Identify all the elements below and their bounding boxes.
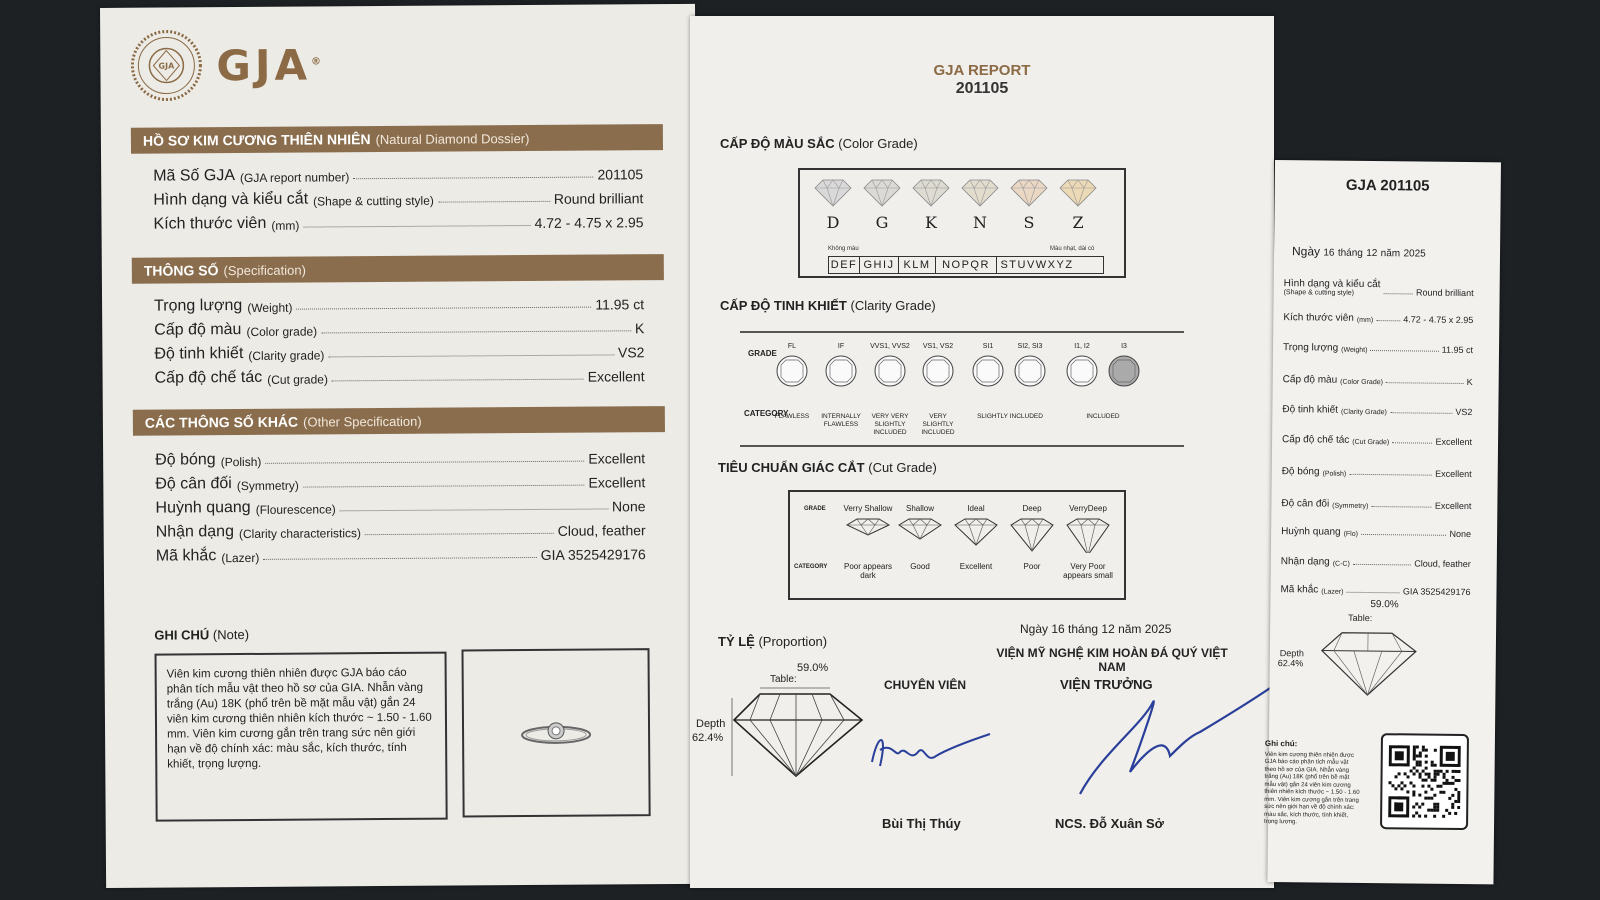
section-title-vn: HỒ SƠ KIM CƯƠNG THIÊN NHIÊN [142,131,371,149]
card-row [1281,498,1471,511]
spec-rows [154,288,645,387]
card-row-label-en: (Symmetry) [1332,502,1369,510]
diamond-icon [961,178,999,208]
report-middle-page [690,16,1274,888]
date-month-label: tháng [1337,247,1363,259]
color-gem [1010,178,1048,232]
proportion-title [718,634,827,649]
note-title [154,627,249,643]
row-label-vn: Trọng lượng [154,297,243,315]
card-note-text: Viên kim cương thiên nhiên được GJA báo cáo phân tích mẫu vật theo hồ sơ của GIA. Nhẫn vàng trắng (Au) 18K (phổ trên bề mặt mẫu vật) gắn 24 viên kim cương thiên nhiên kích thước ~ 1.50 - 1.60 mm. Viên kim cương gắn trên trang sức nên giới hạn về độ chính xác: màu sắc, kích thước, tính khiết, trọng lượng. [1264,751,1360,826]
color-scale-right-label: Màu nhạt, dài có [1050,246,1095,252]
row-value: Excellent [587,368,645,385]
specialist-name: Bùi Thị Thúy [882,816,961,831]
card-row-label-vn: Độ bóng [1281,466,1320,478]
date-day-label: Ngày [1291,244,1321,259]
cut-diamond-icon [953,513,999,553]
color-scale-segment: NOPQR [936,257,997,273]
qr-code[interactable] [1380,733,1469,830]
clarity-grade-text: IF [837,343,845,350]
section-title-en: (Natural Diamond Dossier) [375,130,530,147]
card-row-leader [1349,474,1432,476]
brand-name [216,40,321,90]
cut-grade-text: Deep [1022,504,1042,513]
report-number: 201105 [955,80,1009,97]
card-row-label-vn: Nhận dạng [1280,556,1330,568]
card-row-label-vn: Hình dạng và kiểu cắt [1283,278,1381,291]
cut-category: Excellent [959,562,993,571]
cut-grade-item [946,504,1006,555]
spec-row [154,336,644,363]
card-row-value: 4.72 - 4.75 x 2.95 [1403,314,1474,326]
row-leader [332,379,584,382]
color-scale-segment: GHIJ [860,257,899,273]
card-row-label-vn: Độ cân đối [1281,498,1330,510]
color-scale-left-label: Không màu [828,246,859,252]
section-title-en: (Specification) [223,262,306,278]
card-depth-label: Depth [1279,648,1304,659]
card-row-label-vn: Mã khắc [1280,584,1319,596]
cut-diamond-icon [1009,513,1055,553]
row-value: 4.72 - 4.75 x 2.95 [534,214,644,231]
section-band-spec [132,254,664,284]
color-grade-title [720,136,918,151]
row-label-en: (Clarity grade) [248,348,325,363]
director-signature-icon [1070,676,1280,806]
table-value: 59.0% [797,662,829,674]
cut-category: Poor appears dark [843,562,893,580]
cut-category-label: CATEGORY [794,564,828,570]
color-letter: N [973,213,987,232]
report-label: GJA REPORT [933,62,1031,79]
card-table-value: 59.0% [1370,599,1399,611]
row-leader [321,330,631,333]
clarity-title-en: (Clarity Grade) [850,298,936,313]
row-label-vn: Nhận dạng [155,523,235,541]
row-leader [340,508,608,511]
clarity-category: FLAWLESS [774,413,810,420]
ring-icon [516,711,596,756]
clarity-grade-text: VS1, VS2 [922,343,954,350]
card-row [1284,278,1474,298]
card-row-value: 11.95 ct [1441,344,1474,356]
spec-row [154,360,644,387]
clarity-category: VERY VERY SLIGHTLY INCLUDED [871,413,909,436]
gja-seal-icon [130,29,203,102]
card-row-label-en: (Cut Grade) [1352,438,1390,447]
clarity-diamond-icon [1013,354,1047,388]
spec-row [153,158,643,185]
color-title-en: (Color Grade) [838,136,918,151]
color-title-vn: CẤP ĐỘ MÀU SẮC [720,136,835,151]
color-scale-segment: DEF [829,257,860,273]
section-title-en: (Other Specification) [303,413,422,430]
row-label-en: (Flourescence) [255,502,336,517]
depth-value: 62.4% [692,732,724,744]
row-leader [438,201,550,203]
spec-row [156,538,646,565]
section-title-vn: CÁC THÔNG SỐ KHÁC [144,413,299,431]
cut-grade-text: Verry Shallow [843,504,893,513]
cut-grade-chart [788,490,1126,600]
summary-card [1264,160,1501,884]
card-row-leader [1383,293,1413,294]
section-title-vn: THÔNG SỐ [143,262,219,279]
card-row-label-en: (mm) [1356,316,1374,325]
card-row-label-vn: Kích thước viên [1283,312,1354,324]
card-row-leader [1392,442,1432,443]
other-rows [155,442,646,565]
card-row [1280,584,1470,597]
row-label-en: (Weight) [247,300,293,315]
date-year-label: năm [1380,248,1401,260]
clarity-category: VERY SLIGHTLY INCLUDED [921,413,955,436]
card-row-label-en: (Weight) [1341,346,1368,354]
card-row-label-en: (Color Grade) [1340,378,1383,387]
proportion-diamond-diagram [730,686,870,786]
table-label: Table: [770,674,797,685]
ring-photo [461,648,650,817]
card-row-label-en: (Shape & cutting style) [1283,289,1355,297]
clarity-diamond-icon [873,354,907,388]
spec-row [153,206,643,233]
signing-date: Ngày 16 tháng 12 năm 2025 [1020,622,1172,636]
clarity-grade-text: I3 [1121,343,1127,350]
date-year: 2025 [1403,248,1426,260]
card-row-label-en: (Clarity Grade) [1340,408,1387,417]
card-row-leader [1353,564,1411,566]
row-label-vn: Mã khắc [155,547,217,565]
card-title: GJA 201105 [1345,176,1430,195]
row-leader [296,307,591,310]
clarity-grade-item [865,343,915,390]
clarity-diamond-icon [921,354,955,388]
clarity-diamond-icon [1107,354,1141,388]
clarity-grade-text: SI1 [982,343,994,350]
card-row [1282,404,1472,417]
card-note-label: Ghi chú: [1264,738,1298,749]
cut-grade-text: Shallow [905,504,934,513]
card-row [1283,342,1473,355]
row-leader [328,354,614,357]
card-row-value: K [1466,377,1473,388]
note-title-vn: GHI CHÚ [154,627,210,643]
cut-diamond-icon [897,513,943,553]
card-row-label-en: (Polish) [1322,470,1347,478]
row-label-en: (Color grade) [246,324,318,339]
cut-grade-item [1058,504,1118,555]
color-gem [961,178,999,232]
diamond-icon [814,178,852,208]
cut-title-vn: TIÊU CHUẨN GIÁC CẮT [718,460,865,475]
card-row-value: None [1449,528,1472,540]
specialist-signature-icon [866,722,996,782]
color-letter: Z [1072,213,1084,232]
clarity-grade-text: FL [787,343,797,350]
clarity-diamond-icon [824,354,858,388]
seal-text: GJA [158,61,175,71]
card-depth-value: 62.4% [1277,658,1304,669]
cut-title-en: (Cut Grade) [868,460,937,475]
row-label-en: (mm) [271,218,300,233]
card-row [1281,556,1471,569]
note-box: Viên kim cương thiên nhiên được GJA báo cáo phân tích mẫu vật theo hồ sơ của GIA. Nhẫn vàng trắng (Au) 18K (phổ trên bề mặt mẫu vật) gắn 24 viên kim cương thiên nhiên kích thước ~ 1.50 - 1.60 mm. Viên kim cương gắn trên trang sức nên giới hạn về độ chính xác: màu sắc, kích thước, tính khiết, trọng lượng. [155,652,448,822]
row-value: K [634,320,645,337]
card-row [1283,312,1473,325]
clarity-title-vn: CẤP ĐỘ TINH KHIẾT [720,298,847,313]
card-row-label-en: (Flo) [1343,530,1359,538]
row-value: Excellent [588,474,646,491]
date-month: 12 [1366,247,1378,260]
card-row-value: Excellent [1434,500,1472,512]
card-row-leader [1346,592,1399,594]
row-value: None [611,498,646,515]
cut-diamond-icon [845,513,891,553]
gja-logo [130,28,321,101]
clarity-category-label: CATEGORY [744,409,789,418]
cut-grade-text: Ideal [967,504,985,513]
cut-category: Very Poor appears small [1063,562,1113,580]
row-label-en: (Cut grade) [267,372,328,387]
cut-grade-item [838,504,898,555]
color-scale [828,256,1104,274]
card-row-label-vn: Độ tinh khiết [1282,404,1339,416]
row-leader [353,177,593,180]
row-value: GIA 3525429176 [540,546,646,563]
section-band-dossier [131,124,663,154]
card-row-label [1284,278,1381,297]
diamond-icon [1059,178,1097,208]
dossier-left-page [100,4,701,888]
color-scale-segment: KLM [899,257,936,273]
card-row-leader [1370,350,1438,352]
card-row-leader [1371,506,1431,508]
row-label-vn: Cấp độ màu [154,321,242,339]
card-row-label-en: (C-C) [1332,560,1350,568]
clarity-grade-item [1005,343,1055,390]
cut-diamond-icon [1065,513,1111,553]
diamond-icon [912,178,950,208]
row-value: VS2 [617,344,645,361]
spec-row [155,490,645,517]
color-grade-chart [798,168,1126,278]
row-label-en: (GJA report number) [239,170,350,186]
card-row-label-en: (Lazer) [1321,588,1344,596]
card-row [1281,526,1471,539]
color-gem-row [814,178,1097,232]
proportion-title-en: (Proportion) [758,634,828,649]
proportion-title-vn: TỶ LỆ [718,634,755,649]
row-leader [303,225,530,228]
spec-row [154,288,644,315]
row-label-en: (Clarity characteristics) [238,526,362,542]
row-label-vn: Độ tinh khiết [154,345,244,363]
row-label-vn: Độ bóng [155,451,216,469]
note-title-en: (Note) [212,626,250,643]
card-row [1282,466,1472,479]
clarity-grade-item [816,343,866,390]
clarity-grade-title [720,298,936,313]
row-value: Excellent [588,450,646,467]
row-label-en: (Lazer) [221,550,260,566]
clarity-diamond-icon [971,354,1005,388]
section-band-other [133,406,665,436]
clarity-diamond-icon [1065,354,1099,388]
clarity-diamond-icon [775,354,809,388]
date-day: 16 [1323,247,1335,259]
card-row-leader [1376,320,1400,321]
row-label-vn: Hình dạng và kiểu cắt [153,190,309,209]
clarity-grade-item [1099,343,1149,390]
color-letter: G [875,213,889,232]
dossier-rows [153,158,643,233]
role-director: VIỆN TRƯỞNG [1060,677,1153,692]
qr-code-icon [1388,741,1461,822]
card-row-label-vn: Huỳnh quang [1281,526,1341,538]
row-value: Cloud, feather [557,522,646,539]
row-label-vn: Huỳnh quang [155,498,251,517]
spec-row [156,514,646,541]
clarity-grade-chart [740,331,1184,447]
clarity-category: SLIGHTLY INCLUDED [977,413,1043,420]
clarity-grade-text: SI2, SI3 [1017,343,1043,350]
row-label-en: (Polish) [220,454,262,470]
row-leader [263,557,536,560]
card-row-value: Excellent [1435,436,1473,448]
role-specialist: CHUYÊN VIÊN [884,678,967,692]
clarity-grade-text: I1, I2 [1074,343,1090,350]
clarity-category: INTERNALLY FLAWLESS [821,413,861,428]
card-row-label-vn: Trọng lượng [1282,342,1339,354]
card-row [1283,374,1473,387]
card-row-value: Round brilliant [1416,287,1474,299]
card-row-value: GIA 3525429176 [1402,586,1471,598]
card-diamond-diagram-icon [1319,626,1420,703]
card-row [1282,434,1472,447]
row-label-vn: Kích thước viên [153,214,267,233]
depth-label: Depth [696,718,726,730]
color-scale-segment: STUVWXYZ [1000,259,1074,271]
card-row-value: Excellent [1435,468,1472,480]
row-leader [265,461,584,464]
card-row-value: Cloud, feather [1414,558,1471,570]
color-letter: K [925,213,937,232]
row-leader [303,485,585,488]
card-row-value: VS2 [1455,406,1473,418]
spec-row [154,312,644,339]
registered-mark: ® [310,55,322,68]
diamond-icon [1010,178,1048,208]
color-gem [1059,178,1097,232]
card-row-leader [1390,412,1452,414]
card-date [1292,244,1426,259]
director-name: NCS. Đỗ Xuân Sở [1055,816,1164,831]
row-label-vn: Mã Số GJA [153,167,236,185]
diamond-icon [863,178,901,208]
clarity-category: INCLUDED [1086,413,1120,420]
row-value: 201105 [597,166,644,183]
color-gem [863,178,901,232]
clarity-grade-text: VVS1, VVS2 [870,343,910,350]
cut-grade-label: GRADE [804,506,826,512]
cut-category: Poor [1023,562,1041,571]
row-label-en: (Shape & cutting style) [313,193,434,209]
color-letter: D [826,213,840,232]
card-row-label-vn: Cấp độ màu [1282,374,1338,386]
spec-row [153,182,643,209]
brand-text: GJA [216,40,312,90]
spec-row [155,442,645,469]
card-row-leader [1386,382,1464,384]
row-label-vn: Độ cân đối [155,475,232,493]
color-gem [912,178,950,232]
clarity-grade-label: GRADE [748,349,777,358]
card-row-label-vn: Cấp độ chế tác [1282,434,1350,446]
institute-name: VIỆN MỸ NGHỆ KIM HOÀN ĐÁ QUÝ VIỆT NAM [996,646,1228,674]
color-letter: S [1023,213,1035,232]
clarity-grade-item [767,343,817,390]
row-label-vn: Cấp độ chế tác [154,368,263,387]
color-gem [814,178,852,232]
spec-row [155,466,645,493]
cut-grade-item [1002,504,1062,555]
card-row-leader [1361,534,1447,536]
cut-grade-title [718,460,937,475]
row-label-en: (Symmetry) [236,478,299,494]
cut-grade-item [890,504,950,555]
card-table-label: Table: [1348,612,1373,624]
cut-category: Good [910,562,930,571]
clarity-grade-item [913,343,963,390]
cut-grade-text: VerryDeep [1069,504,1107,513]
row-value: Round brilliant [553,190,644,207]
row-leader [365,533,554,535]
row-value: 11.95 ct [595,296,645,313]
card-note [1264,740,1361,828]
